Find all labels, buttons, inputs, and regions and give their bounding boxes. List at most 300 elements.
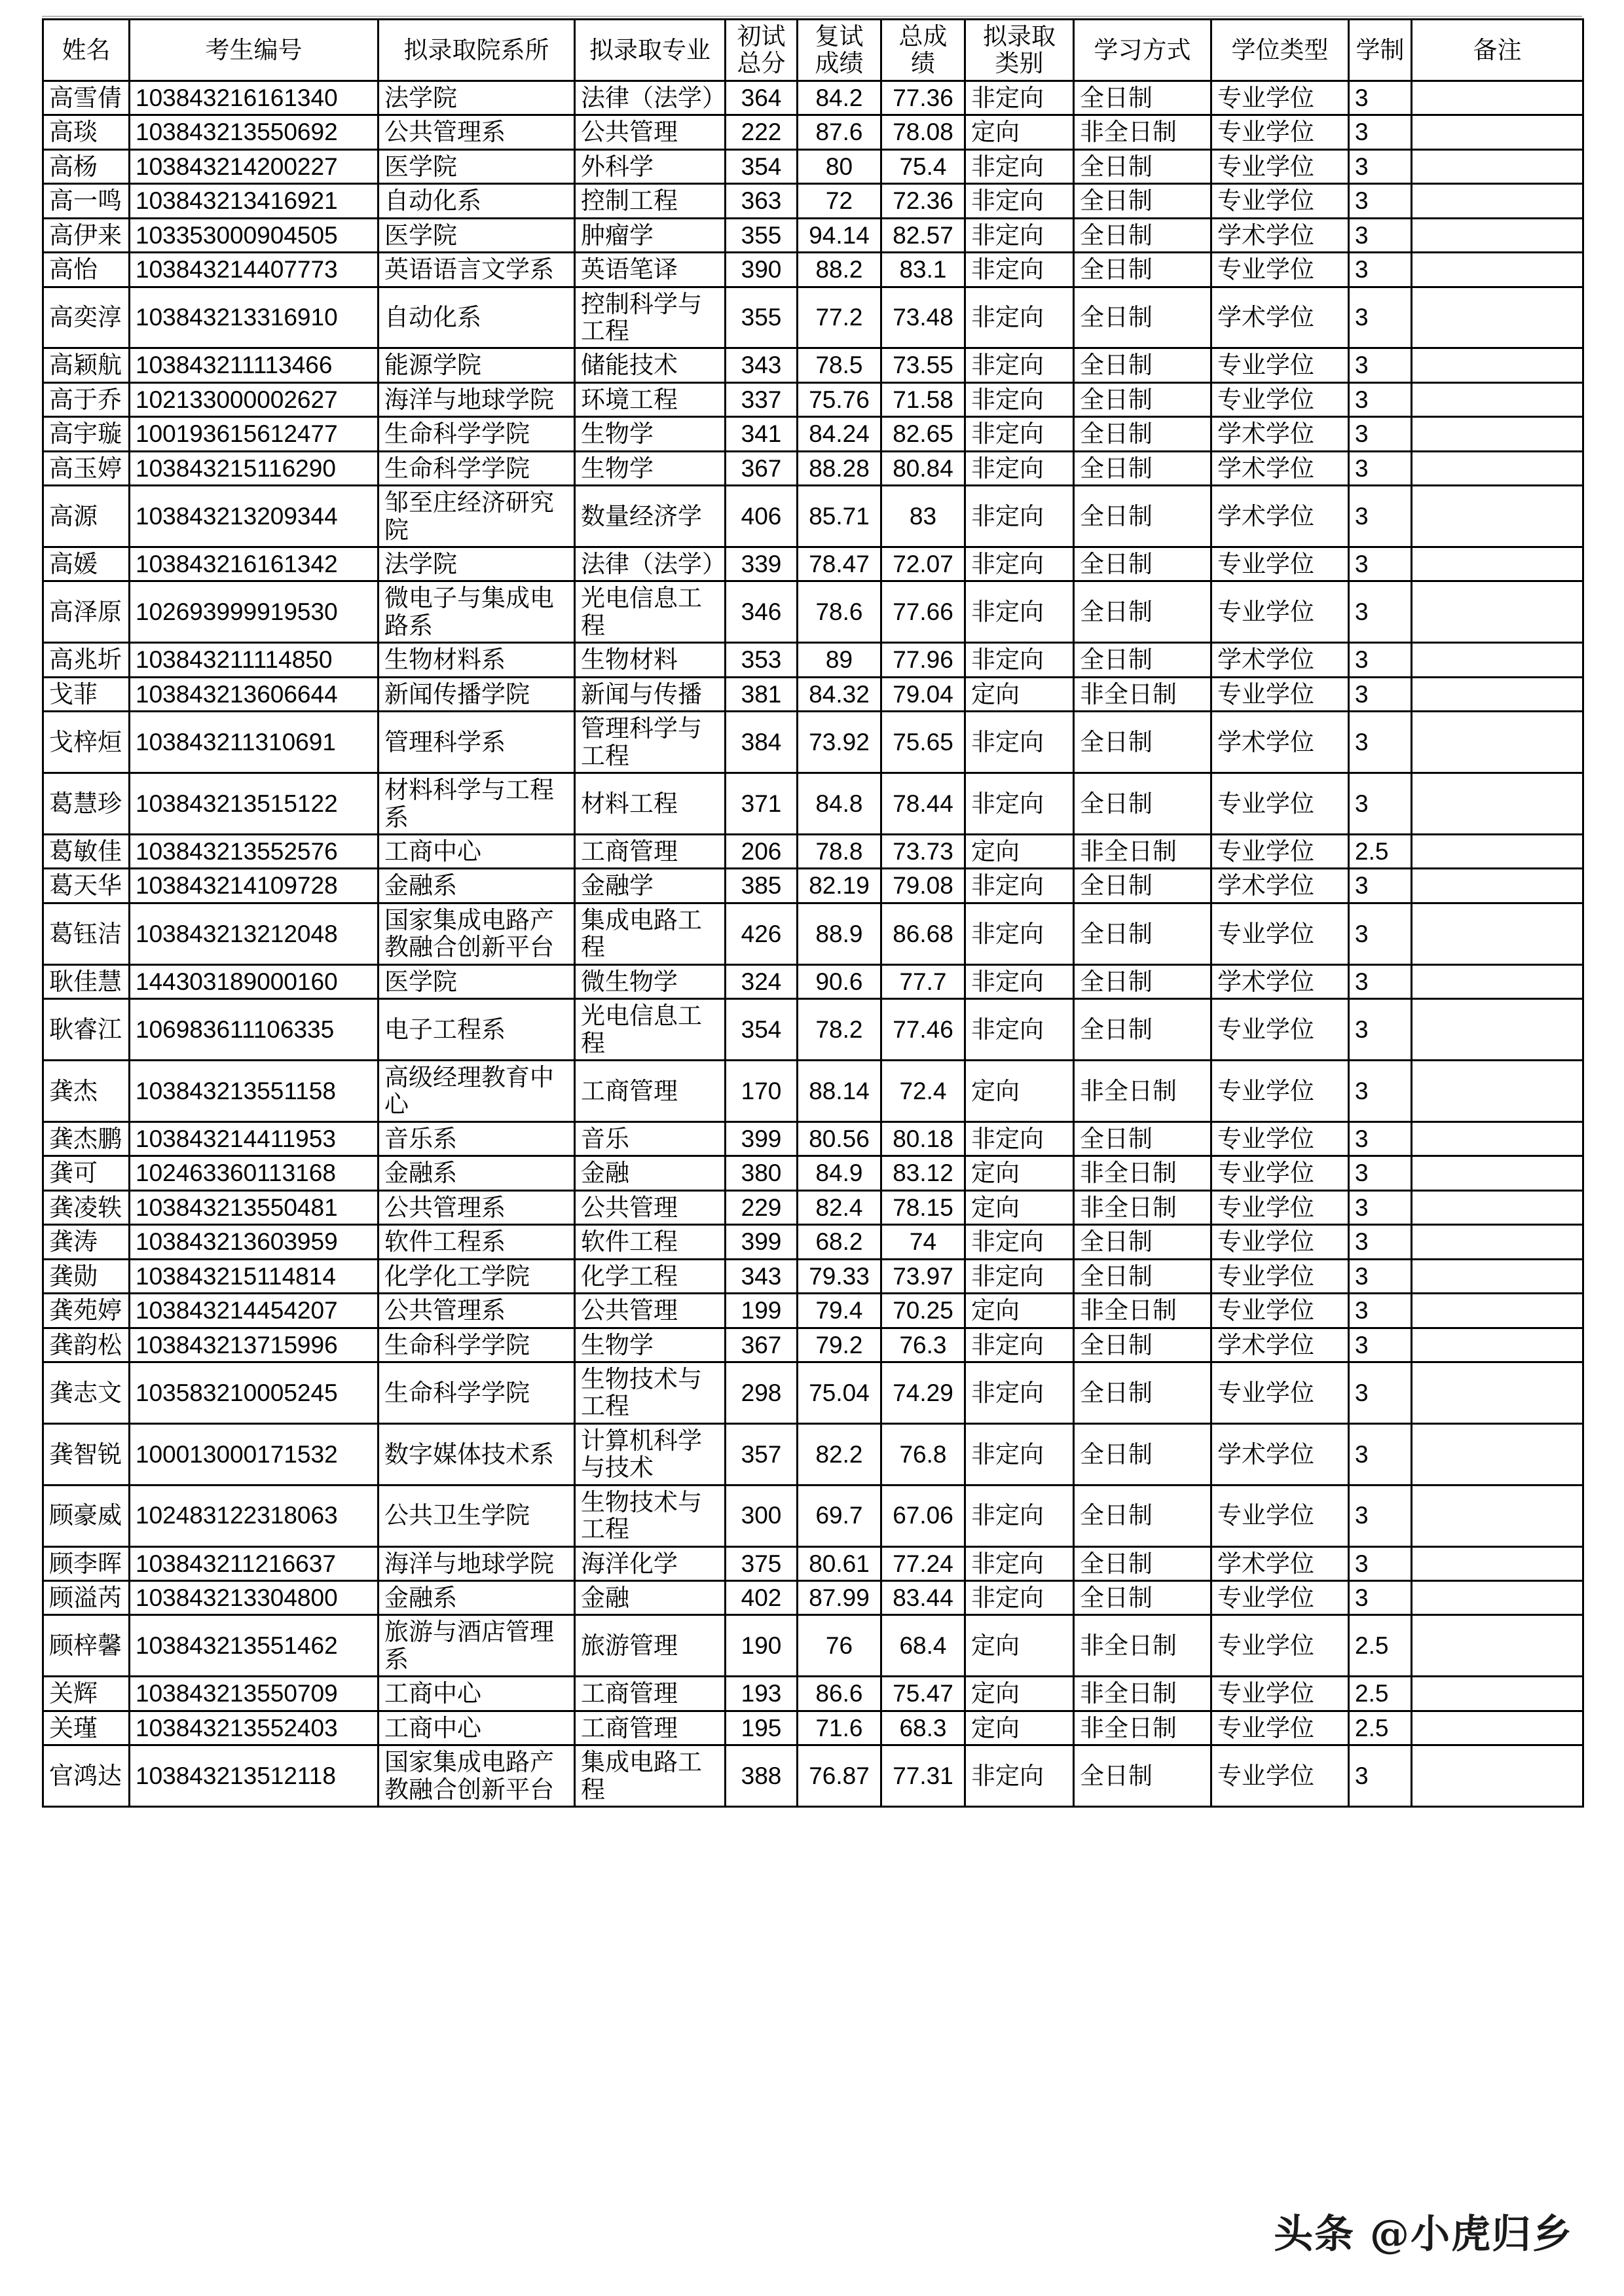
cell-years: 2.5	[1349, 1677, 1412, 1711]
cell-major: 外科学	[575, 149, 726, 183]
table-row	[43, 1423, 1583, 1485]
cell-college: 生物材料系	[378, 643, 575, 677]
cell-retest: 84.2	[798, 81, 881, 115]
column-header-first: 初试总分	[726, 20, 798, 81]
cell-total: 79.08	[881, 869, 965, 903]
cell-id: 102693999919530	[130, 581, 378, 643]
cell-id: 100193615612477	[130, 417, 378, 451]
cell-mode: 全日制	[1074, 1328, 1211, 1362]
cell-degree: 专业学位	[1211, 253, 1349, 287]
cell-name: 高杨	[43, 149, 130, 183]
cell-id: 103843213515122	[130, 773, 378, 835]
cell-category: 非定向	[965, 1121, 1074, 1156]
cell-college: 医学院	[378, 218, 575, 252]
cell-retest: 77.2	[798, 287, 881, 348]
cell-first: 375	[726, 1546, 798, 1580]
cell-mode: 全日制	[1074, 253, 1211, 287]
cell-name: 高颖航	[43, 348, 130, 382]
cell-college: 国家集成电路产教融合创新平台	[378, 1745, 575, 1807]
cell-first: 399	[726, 1225, 798, 1259]
cell-remark	[1412, 1485, 1583, 1546]
cell-name: 龚杰鹏	[43, 1121, 130, 1156]
cell-college: 音乐系	[378, 1121, 575, 1156]
table-row	[43, 581, 1583, 643]
cell-category: 定向	[965, 1294, 1074, 1328]
table-row	[43, 1745, 1583, 1807]
cell-years: 3	[1349, 999, 1412, 1061]
cell-name: 高一鸣	[43, 184, 130, 218]
cell-major: 公共管理	[575, 1190, 726, 1224]
cell-years: 3	[1349, 287, 1412, 348]
cell-mode: 全日制	[1074, 81, 1211, 115]
cell-years: 3	[1349, 348, 1412, 382]
cell-degree: 学术学位	[1211, 486, 1349, 547]
cell-total: 76.8	[881, 1423, 965, 1485]
cell-first: 199	[726, 1294, 798, 1328]
cell-years: 3	[1349, 1225, 1412, 1259]
cell-college: 公共管理系	[378, 1294, 575, 1328]
cell-remark	[1412, 218, 1583, 252]
top-hairline	[42, 16, 1582, 17]
cell-mode: 非全日制	[1074, 1156, 1211, 1190]
cell-total: 86.68	[881, 903, 965, 964]
table-header	[43, 20, 1583, 81]
cell-degree: 专业学位	[1211, 382, 1349, 416]
cell-id: 103843215116290	[130, 451, 378, 485]
cell-college: 邹至庄经济研究院	[378, 486, 575, 547]
cell-retest: 84.32	[798, 677, 881, 711]
column-header-years: 学制	[1349, 20, 1412, 81]
cell-degree: 学术学位	[1211, 964, 1349, 998]
cell-years: 3	[1349, 581, 1412, 643]
cell-category: 非定向	[965, 643, 1074, 677]
cell-category: 非定向	[965, 218, 1074, 252]
cell-first: 402	[726, 1581, 798, 1615]
cell-mode: 非全日制	[1074, 1190, 1211, 1224]
cell-college: 微电子与集成电路系	[378, 581, 575, 643]
cell-years: 3	[1349, 149, 1412, 183]
cell-first: 324	[726, 964, 798, 998]
table-row	[43, 1190, 1583, 1224]
cell-retest: 85.71	[798, 486, 881, 547]
cell-remark	[1412, 1581, 1583, 1615]
cell-major: 新闻与传播	[575, 677, 726, 711]
cell-remark	[1412, 287, 1583, 348]
cell-id: 103843215114814	[130, 1259, 378, 1293]
cell-major: 环境工程	[575, 382, 726, 416]
cell-name: 耿睿江	[43, 999, 130, 1061]
cell-college: 国家集成电路产教融合创新平台	[378, 903, 575, 964]
cell-degree: 专业学位	[1211, 1259, 1349, 1293]
cell-years: 3	[1349, 486, 1412, 547]
cell-major: 集成电路工程	[575, 1745, 726, 1807]
cell-degree: 学术学位	[1211, 417, 1349, 451]
cell-id: 103843213550692	[130, 115, 378, 149]
cell-major: 金融	[575, 1156, 726, 1190]
cell-total: 77.96	[881, 643, 965, 677]
cell-category: 定向	[965, 115, 1074, 149]
cell-category: 非定向	[965, 964, 1074, 998]
cell-total: 73.55	[881, 348, 965, 382]
cell-mode: 全日制	[1074, 547, 1211, 581]
cell-category: 非定向	[965, 417, 1074, 451]
cell-years: 3	[1349, 1362, 1412, 1423]
cell-retest: 88.28	[798, 451, 881, 485]
cell-id: 103843213551158	[130, 1061, 378, 1122]
cell-major: 生物学	[575, 451, 726, 485]
cell-college: 工商中心	[378, 1677, 575, 1711]
cell-major: 工商管理	[575, 834, 726, 868]
cell-total: 83.1	[881, 253, 965, 287]
cell-category: 定向	[965, 677, 1074, 711]
cell-mode: 全日制	[1074, 149, 1211, 183]
cell-major: 法律（法学）	[575, 547, 726, 581]
cell-name: 高兆圻	[43, 643, 130, 677]
cell-id: 103843213304800	[130, 1581, 378, 1615]
cell-total: 77.66	[881, 581, 965, 643]
cell-retest: 68.2	[798, 1225, 881, 1259]
cell-years: 3	[1349, 115, 1412, 149]
cell-major: 金融学	[575, 869, 726, 903]
table-row	[43, 964, 1583, 998]
cell-retest: 72	[798, 184, 881, 218]
column-header-major: 拟录取专业	[575, 20, 726, 81]
cell-mode: 全日制	[1074, 486, 1211, 547]
cell-degree: 专业学位	[1211, 677, 1349, 711]
cell-total: 68.3	[881, 1711, 965, 1745]
cell-years: 2.5	[1349, 834, 1412, 868]
table-row	[43, 1061, 1583, 1122]
cell-mode: 全日制	[1074, 999, 1211, 1061]
table-row	[43, 287, 1583, 348]
cell-category: 定向	[965, 1615, 1074, 1677]
cell-major: 光电信息工程	[575, 999, 726, 1061]
cell-category: 定向	[965, 1677, 1074, 1711]
cell-mode: 非全日制	[1074, 1615, 1211, 1677]
cell-name: 高伊来	[43, 218, 130, 252]
cell-id: 103843211310691	[130, 712, 378, 773]
cell-college: 公共管理系	[378, 1190, 575, 1224]
cell-first: 195	[726, 1711, 798, 1745]
cell-first: 222	[726, 115, 798, 149]
cell-years: 3	[1349, 382, 1412, 416]
cell-total: 73.48	[881, 287, 965, 348]
cell-remark	[1412, 999, 1583, 1061]
cell-id: 103843213551462	[130, 1615, 378, 1677]
cell-degree: 学术学位	[1211, 1328, 1349, 1362]
column-header-total: 总成绩	[881, 20, 965, 81]
cell-category: 非定向	[965, 253, 1074, 287]
cell-name: 耿佳慧	[43, 964, 130, 998]
cell-total: 67.06	[881, 1485, 965, 1546]
cell-id: 103843213416921	[130, 184, 378, 218]
column-header-id: 考生编号	[130, 20, 378, 81]
cell-id: 103843214407773	[130, 253, 378, 287]
cell-years: 3	[1349, 964, 1412, 998]
cell-retest: 78.6	[798, 581, 881, 643]
cell-major: 集成电路工程	[575, 903, 726, 964]
cell-total: 72.4	[881, 1061, 965, 1122]
cell-category: 非定向	[965, 382, 1074, 416]
cell-mode: 全日制	[1074, 218, 1211, 252]
cell-remark	[1412, 1225, 1583, 1259]
cell-category: 非定向	[965, 149, 1074, 183]
cell-first: 355	[726, 218, 798, 252]
cell-name: 关瑾	[43, 1711, 130, 1745]
cell-mode: 全日制	[1074, 417, 1211, 451]
cell-name: 关辉	[43, 1677, 130, 1711]
cell-name: 龚可	[43, 1156, 130, 1190]
cell-mode: 全日制	[1074, 1745, 1211, 1807]
cell-first: 229	[726, 1190, 798, 1224]
cell-mode: 全日制	[1074, 712, 1211, 773]
cell-first: 339	[726, 547, 798, 581]
cell-category: 定向	[965, 1190, 1074, 1224]
cell-degree: 学术学位	[1211, 869, 1349, 903]
cell-retest: 87.99	[798, 1581, 881, 1615]
cell-remark	[1412, 417, 1583, 451]
cell-years: 3	[1349, 1485, 1412, 1546]
cell-category: 非定向	[965, 773, 1074, 835]
cell-id: 103843213209344	[130, 486, 378, 547]
cell-college: 新闻传播学院	[378, 677, 575, 711]
cell-name: 龚智锐	[43, 1423, 130, 1485]
cell-retest: 88.2	[798, 253, 881, 287]
cell-retest: 79.2	[798, 1328, 881, 1362]
cell-years: 3	[1349, 869, 1412, 903]
cell-college: 生命科学学院	[378, 451, 575, 485]
cell-remark	[1412, 184, 1583, 218]
cell-degree: 专业学位	[1211, 1190, 1349, 1224]
cell-college: 医学院	[378, 149, 575, 183]
table-row	[43, 547, 1583, 581]
table-row	[43, 903, 1583, 964]
cell-college: 海洋与地球学院	[378, 382, 575, 416]
cell-remark	[1412, 712, 1583, 773]
cell-degree: 专业学位	[1211, 773, 1349, 835]
cell-first: 426	[726, 903, 798, 964]
cell-total: 77.46	[881, 999, 965, 1061]
cell-id: 103843213606644	[130, 677, 378, 711]
cell-years: 3	[1349, 1121, 1412, 1156]
cell-first: 353	[726, 643, 798, 677]
cell-first: 357	[726, 1423, 798, 1485]
cell-college: 生命科学学院	[378, 1362, 575, 1423]
table-row	[43, 773, 1583, 835]
cell-name: 葛钰洁	[43, 903, 130, 964]
table-row	[43, 643, 1583, 677]
cell-degree: 专业学位	[1211, 115, 1349, 149]
cell-first: 354	[726, 999, 798, 1061]
cell-retest: 84.24	[798, 417, 881, 451]
cell-id: 103843213212048	[130, 903, 378, 964]
cell-category: 非定向	[965, 1485, 1074, 1546]
cell-id: 144303189000160	[130, 964, 378, 998]
cell-total: 75.47	[881, 1677, 965, 1711]
cell-degree: 专业学位	[1211, 1711, 1349, 1745]
cell-remark	[1412, 1362, 1583, 1423]
cell-major: 管理科学与工程	[575, 712, 726, 773]
cell-college: 法学院	[378, 81, 575, 115]
cell-name: 高泽原	[43, 581, 130, 643]
cell-total: 77.36	[881, 81, 965, 115]
cell-retest: 82.19	[798, 869, 881, 903]
cell-name: 龚苑婷	[43, 1294, 130, 1328]
cell-remark	[1412, 1294, 1583, 1328]
cell-remark	[1412, 1121, 1583, 1156]
cell-years: 3	[1349, 677, 1412, 711]
cell-major: 金融	[575, 1581, 726, 1615]
cell-category: 非定向	[965, 451, 1074, 485]
cell-college: 公共卫生学院	[378, 1485, 575, 1546]
column-header-retest: 复试成绩	[798, 20, 881, 81]
cell-major: 英语笔译	[575, 253, 726, 287]
cell-degree: 专业学位	[1211, 581, 1349, 643]
cell-retest: 84.9	[798, 1156, 881, 1190]
cell-name: 高奕淳	[43, 287, 130, 348]
cell-mode: 全日制	[1074, 581, 1211, 643]
cell-total: 79.04	[881, 677, 965, 711]
cell-retest: 76.87	[798, 1745, 881, 1807]
cell-first: 380	[726, 1156, 798, 1190]
cell-major: 公共管理	[575, 1294, 726, 1328]
cell-total: 74.29	[881, 1362, 965, 1423]
cell-id: 100013000171532	[130, 1423, 378, 1485]
cell-name: 龚杰	[43, 1061, 130, 1122]
table-row	[43, 81, 1583, 115]
cell-major: 软件工程	[575, 1225, 726, 1259]
cell-category: 定向	[965, 1156, 1074, 1190]
cell-retest: 78.5	[798, 348, 881, 382]
table-row	[43, 417, 1583, 451]
cell-retest: 79.4	[798, 1294, 881, 1328]
cell-first: 300	[726, 1485, 798, 1546]
cell-mode: 全日制	[1074, 1259, 1211, 1293]
cell-name: 葛慧珍	[43, 773, 130, 835]
cell-years: 3	[1349, 417, 1412, 451]
cell-remark	[1412, 1677, 1583, 1711]
cell-years: 3	[1349, 1294, 1412, 1328]
cell-remark	[1412, 1711, 1583, 1745]
table-row	[43, 1225, 1583, 1259]
cell-major: 材料工程	[575, 773, 726, 835]
cell-college: 公共管理系	[378, 115, 575, 149]
cell-major: 控制工程	[575, 184, 726, 218]
cell-total: 72.07	[881, 547, 965, 581]
column-header-remark: 备注	[1412, 20, 1583, 81]
cell-college: 数字媒体技术系	[378, 1423, 575, 1485]
cell-retest: 84.8	[798, 773, 881, 835]
cell-retest: 88.9	[798, 903, 881, 964]
cell-category: 非定向	[965, 1225, 1074, 1259]
cell-degree: 学术学位	[1211, 218, 1349, 252]
cell-mode: 全日制	[1074, 1121, 1211, 1156]
cell-mode: 非全日制	[1074, 1061, 1211, 1122]
cell-years: 3	[1349, 184, 1412, 218]
cell-total: 80.84	[881, 451, 965, 485]
cell-name: 官鸿达	[43, 1745, 130, 1807]
cell-retest: 87.6	[798, 115, 881, 149]
admission-table	[42, 18, 1584, 1808]
cell-retest: 73.92	[798, 712, 881, 773]
cell-total: 75.4	[881, 149, 965, 183]
cell-college: 医学院	[378, 964, 575, 998]
cell-category: 非定向	[965, 869, 1074, 903]
cell-college: 生命科学学院	[378, 417, 575, 451]
cell-remark	[1412, 1546, 1583, 1580]
cell-mode: 全日制	[1074, 1546, 1211, 1580]
cell-name: 葛敏佳	[43, 834, 130, 868]
cell-degree: 专业学位	[1211, 999, 1349, 1061]
cell-first: 170	[726, 1061, 798, 1122]
cell-total: 77.24	[881, 1546, 965, 1580]
cell-total: 70.25	[881, 1294, 965, 1328]
cell-id: 103843214109728	[130, 869, 378, 903]
table-row	[43, 1581, 1583, 1615]
cell-major: 生物技术与工程	[575, 1485, 726, 1546]
cell-degree: 专业学位	[1211, 184, 1349, 218]
cell-years: 3	[1349, 773, 1412, 835]
cell-id: 103843213550481	[130, 1190, 378, 1224]
cell-major: 化学工程	[575, 1259, 726, 1293]
cell-degree: 学术学位	[1211, 712, 1349, 773]
cell-remark	[1412, 677, 1583, 711]
cell-mode: 全日制	[1074, 773, 1211, 835]
cell-major: 工商管理	[575, 1711, 726, 1745]
cell-total: 77.7	[881, 964, 965, 998]
cell-college: 材料科学与工程系	[378, 773, 575, 835]
cell-category: 非定向	[965, 348, 1074, 382]
cell-degree: 学术学位	[1211, 1546, 1349, 1580]
cell-total: 83	[881, 486, 965, 547]
cell-remark	[1412, 964, 1583, 998]
cell-first: 346	[726, 581, 798, 643]
cell-name: 顾梓馨	[43, 1615, 130, 1677]
cell-category: 非定向	[965, 1362, 1074, 1423]
cell-name: 龚韵松	[43, 1328, 130, 1362]
cell-years: 3	[1349, 1190, 1412, 1224]
cell-mode: 全日制	[1074, 964, 1211, 998]
cell-id: 103843213550709	[130, 1677, 378, 1711]
cell-category: 非定向	[965, 1581, 1074, 1615]
cell-first: 206	[726, 834, 798, 868]
cell-major: 生物学	[575, 1328, 726, 1362]
table-row	[43, 1156, 1583, 1190]
cell-retest: 71.6	[798, 1711, 881, 1745]
cell-id: 103843213552403	[130, 1711, 378, 1745]
cell-retest: 79.33	[798, 1259, 881, 1293]
cell-total: 78.15	[881, 1190, 965, 1224]
cell-major: 生物材料	[575, 643, 726, 677]
cell-remark	[1412, 643, 1583, 677]
cell-name: 龚涛	[43, 1225, 130, 1259]
cell-remark	[1412, 348, 1583, 382]
table-row	[43, 115, 1583, 149]
cell-total: 78.08	[881, 115, 965, 149]
cell-mode: 全日制	[1074, 1423, 1211, 1485]
cell-degree: 专业学位	[1211, 1581, 1349, 1615]
cell-retest: 82.4	[798, 1190, 881, 1224]
table-row	[43, 149, 1583, 183]
column-header-college: 拟录取院系所	[378, 20, 575, 81]
cell-id: 103843213512118	[130, 1745, 378, 1807]
cell-name: 龚志文	[43, 1362, 130, 1423]
cell-major: 音乐	[575, 1121, 726, 1156]
column-header-degree: 学位类型	[1211, 20, 1349, 81]
table-row	[43, 677, 1583, 711]
cell-college: 海洋与地球学院	[378, 1546, 575, 1580]
cell-degree: 学术学位	[1211, 287, 1349, 348]
